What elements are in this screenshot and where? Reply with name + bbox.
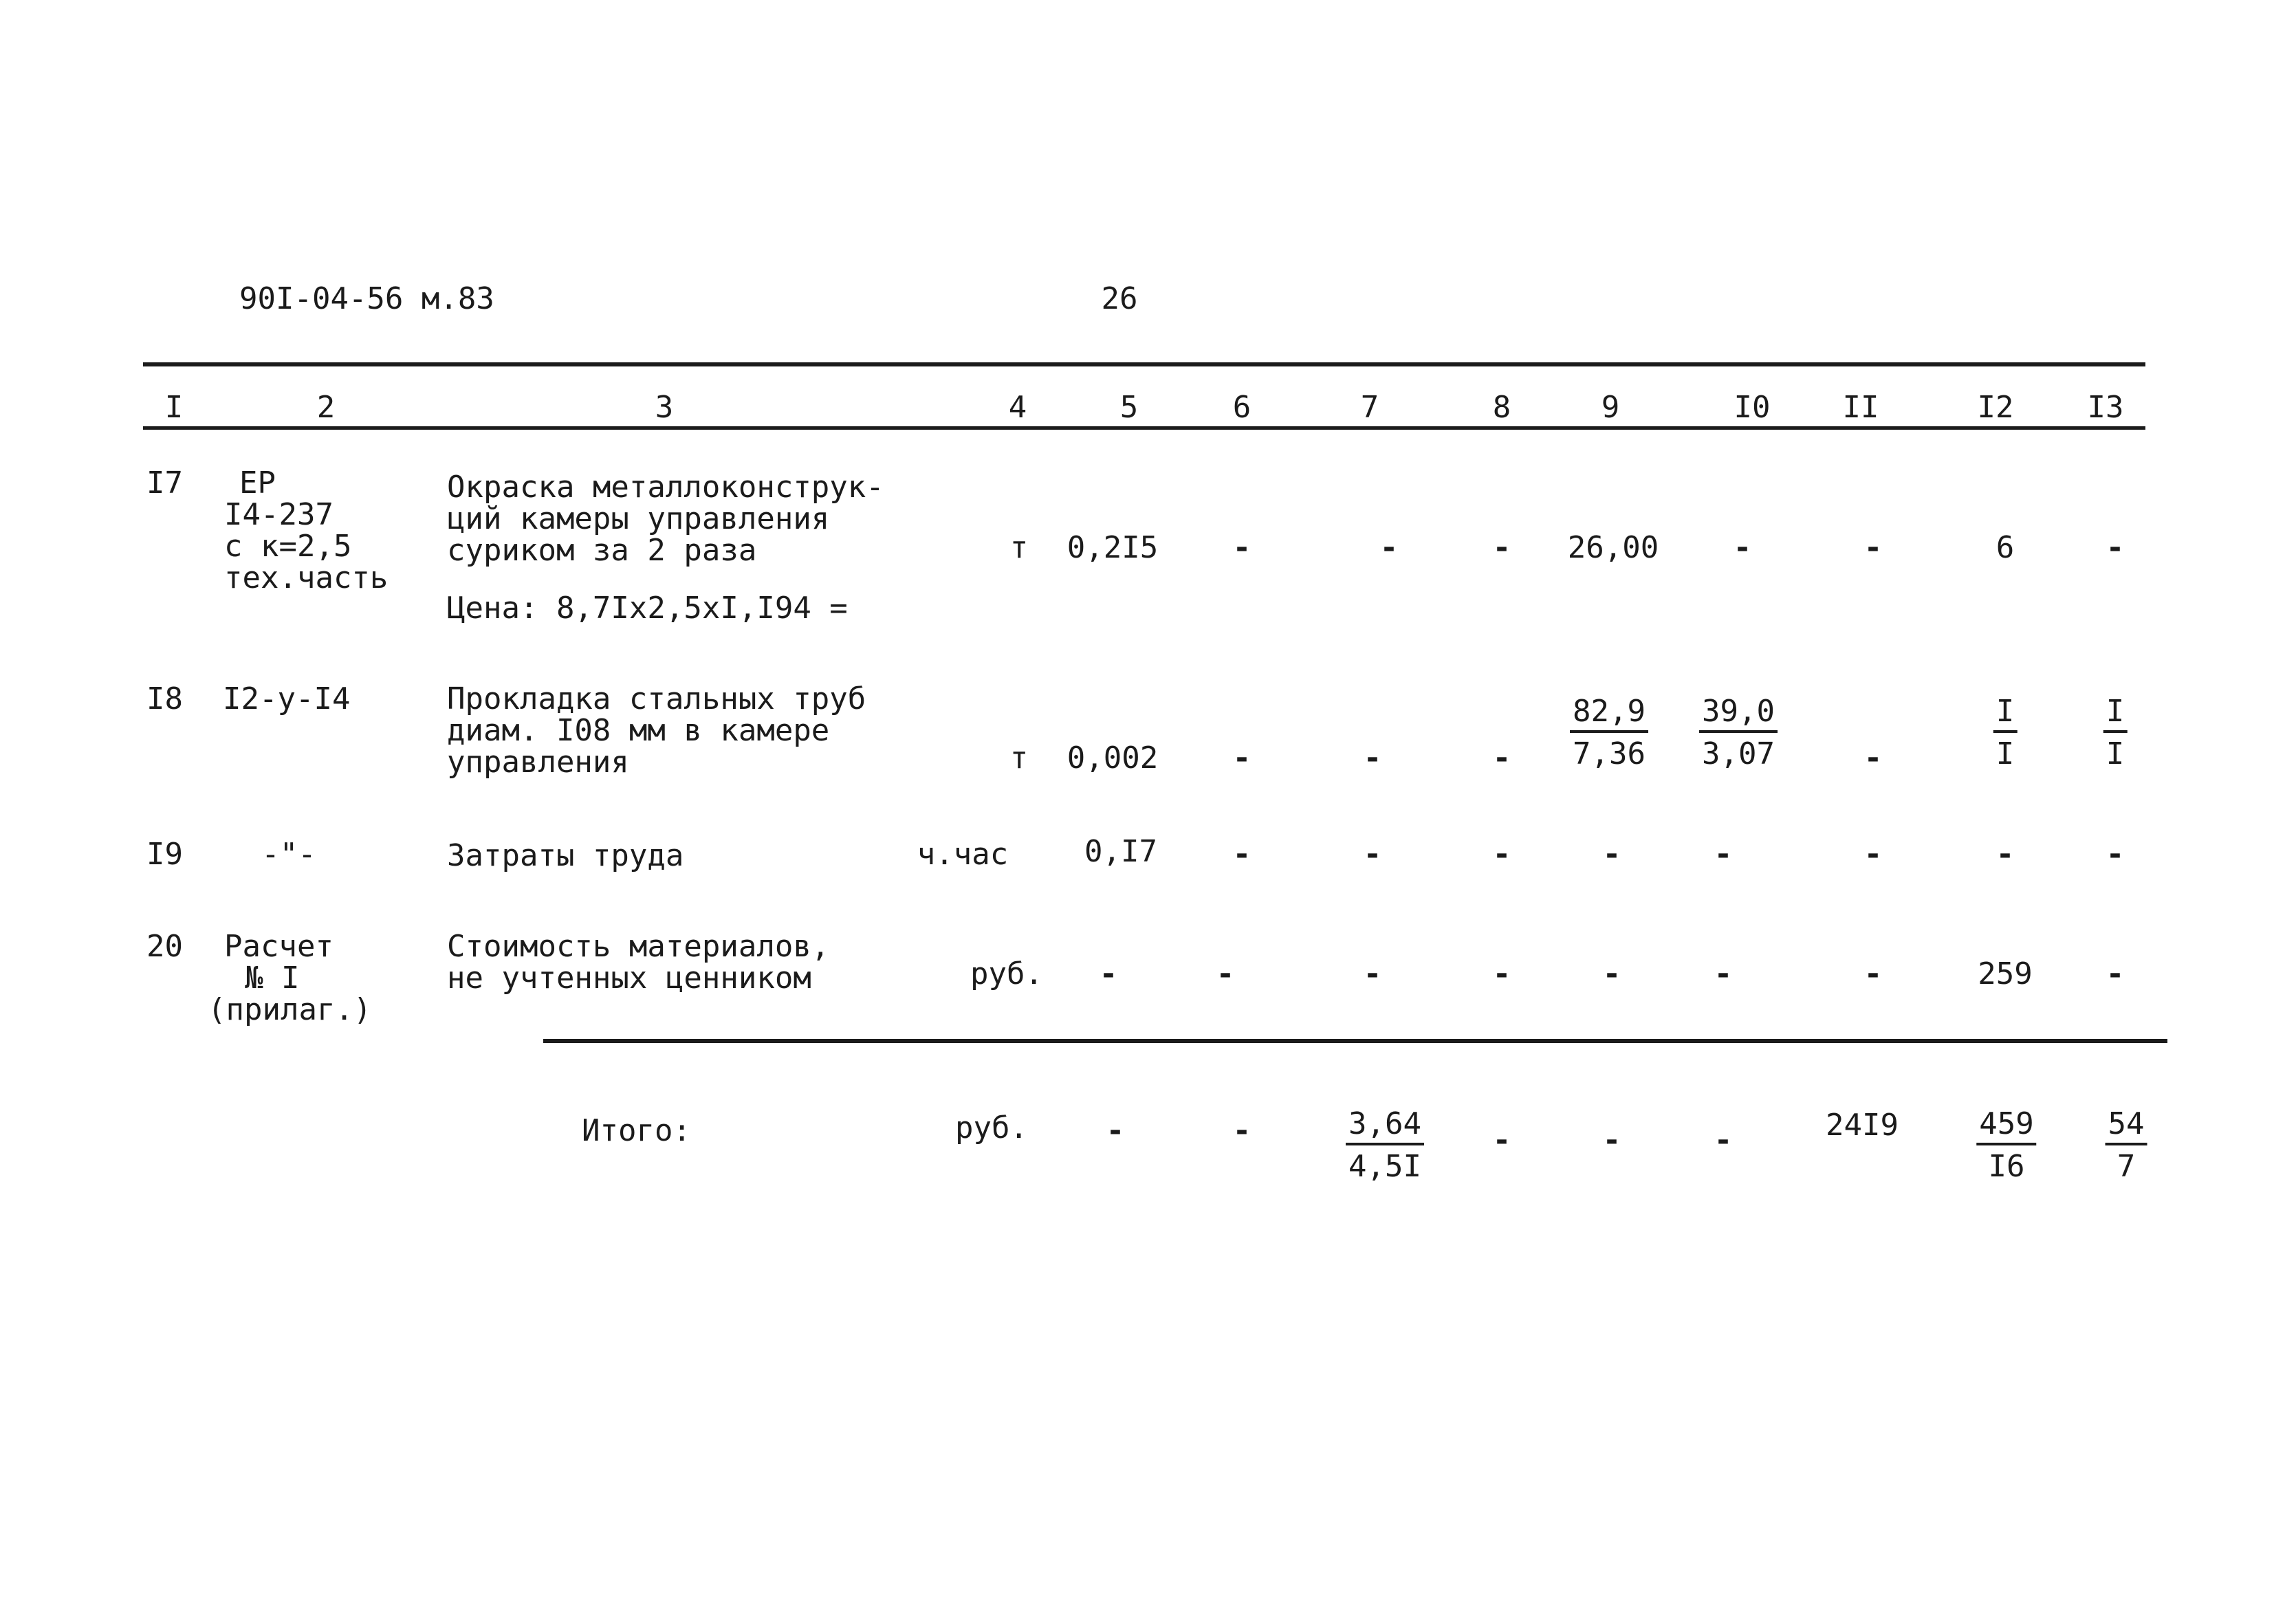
cell-c12: 6 <box>1996 530 2015 565</box>
cell-c7: - <box>1363 740 1382 776</box>
description-line: Затраты труда <box>447 838 684 873</box>
cell-c9: - <box>1602 1123 1621 1158</box>
column-header: II <box>1842 390 1879 425</box>
column-header: 7 <box>1360 390 1379 425</box>
cell-c9: - <box>1602 837 1621 872</box>
price-note: Цена: 8,7Iх2,5хI,I94 = <box>447 591 848 626</box>
cell-c7: - <box>1363 837 1382 872</box>
reference-line: № I <box>245 961 300 996</box>
column-header: I2 <box>1977 390 2014 425</box>
cell-c10: - <box>1714 837 1733 872</box>
cell-c11: - <box>1863 837 1883 872</box>
cell-c6: - <box>1232 740 1251 776</box>
cell-c8: - <box>1492 956 1511 991</box>
cell-c8: - <box>1492 1123 1511 1158</box>
cell-c10: - <box>1733 530 1752 565</box>
document-code: 90I-04-56 м.83 <box>239 281 494 316</box>
row-number: I7 <box>146 465 183 501</box>
column-header: 2 <box>316 390 336 425</box>
reference-line: I2-у-I4 <box>223 681 351 716</box>
fraction-numerator: 3,64 <box>1346 1107 1424 1145</box>
header-bottom-rule <box>143 426 2145 430</box>
row-number: I8 <box>146 681 183 716</box>
table-top-rule <box>143 362 2145 366</box>
cell-c11: - <box>1863 530 1883 565</box>
cell-c7: - <box>1379 530 1399 565</box>
cell-c12-fraction <box>1993 694 2018 771</box>
quantity: 0,I7 <box>1084 834 1157 869</box>
unit: т <box>1009 530 1029 565</box>
unit: ч.час <box>917 837 1009 872</box>
cell-c12: 259 <box>1978 956 2033 991</box>
total-separator-rule <box>543 1039 2167 1043</box>
cell-c10: - <box>1714 1123 1733 1158</box>
row-number: 20 <box>146 929 183 964</box>
quantity: 0,002 <box>1067 740 1159 776</box>
cell-c6: - <box>1232 837 1251 872</box>
unit: руб. <box>955 1110 1028 1145</box>
description-line: диам. I08 мм в камере <box>447 713 830 748</box>
column-header: I0 <box>1734 390 1771 425</box>
cell-c8: - <box>1492 740 1511 776</box>
fraction-denominator: 7,36 <box>1573 736 1646 771</box>
cell-c9-fraction <box>1570 694 1648 771</box>
fraction-numerator: 54 <box>2106 1107 2147 1145</box>
description-line: Прокладка стальных труб <box>447 681 866 716</box>
fraction-denominator: I <box>1996 736 2015 771</box>
column-header: 6 <box>1232 390 1251 425</box>
reference-line: I4-237 <box>224 497 334 532</box>
quantity: 0,2I5 <box>1067 530 1159 565</box>
cell-c9: - <box>1602 956 1621 991</box>
fraction-denominator: 7 <box>2117 1149 2136 1184</box>
cell-c12-fraction <box>1976 1107 2036 1184</box>
cell-c13: - <box>2106 530 2125 565</box>
fraction-denominator: I <box>2106 736 2125 771</box>
cell-c7: - <box>1363 956 1382 991</box>
cell-c9: 26,00 <box>1567 530 1659 565</box>
reference-line: с к=2,5 <box>224 529 352 564</box>
reference-line: Расчет <box>224 929 334 964</box>
fraction-numerator: I <box>1993 694 2018 733</box>
cell-c8: - <box>1492 530 1511 565</box>
fraction-numerator: 39,0 <box>1699 694 1778 733</box>
cell-c6: - <box>1232 1113 1251 1148</box>
cell-c11: 24I9 <box>1826 1108 1899 1143</box>
cell-c13-fraction <box>2103 694 2128 771</box>
description-line: управления <box>447 745 629 780</box>
quantity: - <box>1106 1113 1125 1148</box>
reference-line: (прилаг.) <box>208 992 372 1027</box>
description-line: не учтенных ценником <box>447 961 811 996</box>
description-line: ций камеры управления <box>447 501 830 536</box>
fraction-denominator: 3,07 <box>1702 736 1775 771</box>
total-label: Итого: <box>582 1113 691 1148</box>
description-line: Стоимость материалов, <box>447 929 830 964</box>
cell-c13-fraction <box>2106 1107 2147 1184</box>
reference-line: -"- <box>261 837 316 872</box>
fraction-denominator: I6 <box>1988 1149 2025 1184</box>
column-header: I3 <box>2087 390 2124 425</box>
cell-c11: - <box>1863 740 1883 776</box>
cell-c6: - <box>1232 530 1251 565</box>
unit: руб. <box>970 956 1043 991</box>
cell-c10: - <box>1714 956 1733 991</box>
column-header: 8 <box>1492 390 1511 425</box>
description-line: Окраска металлоконструк- <box>447 470 884 505</box>
cell-c13: - <box>2106 956 2125 991</box>
fraction-numerator: I <box>2103 694 2128 733</box>
cell-c6: - <box>1216 956 1235 991</box>
quantity: - <box>1099 956 1118 991</box>
description-line: суриком за 2 раза <box>447 533 757 568</box>
column-header: 4 <box>1008 390 1027 425</box>
page-number: 26 <box>1101 281 1138 316</box>
unit: т <box>1009 740 1029 776</box>
cell-c7-fraction <box>1346 1107 1424 1184</box>
fraction-numerator: 82,9 <box>1570 694 1648 733</box>
column-header: 9 <box>1601 390 1620 425</box>
fraction-denominator: 4,5I <box>1348 1149 1421 1184</box>
cell-c13: - <box>2106 837 2125 872</box>
column-header: 5 <box>1119 390 1139 425</box>
cell-c12: - <box>1996 837 2015 872</box>
column-header: 3 <box>655 390 674 425</box>
column-header: I <box>164 390 184 425</box>
cell-c11: - <box>1863 956 1883 991</box>
cell-c10-fraction <box>1699 694 1778 771</box>
fraction-numerator: 459 <box>1976 1107 2036 1145</box>
row-number: I9 <box>146 837 183 872</box>
reference-line: тех.часть <box>224 560 389 595</box>
reference-line: ЕР <box>239 465 276 501</box>
cell-c8: - <box>1492 837 1511 872</box>
